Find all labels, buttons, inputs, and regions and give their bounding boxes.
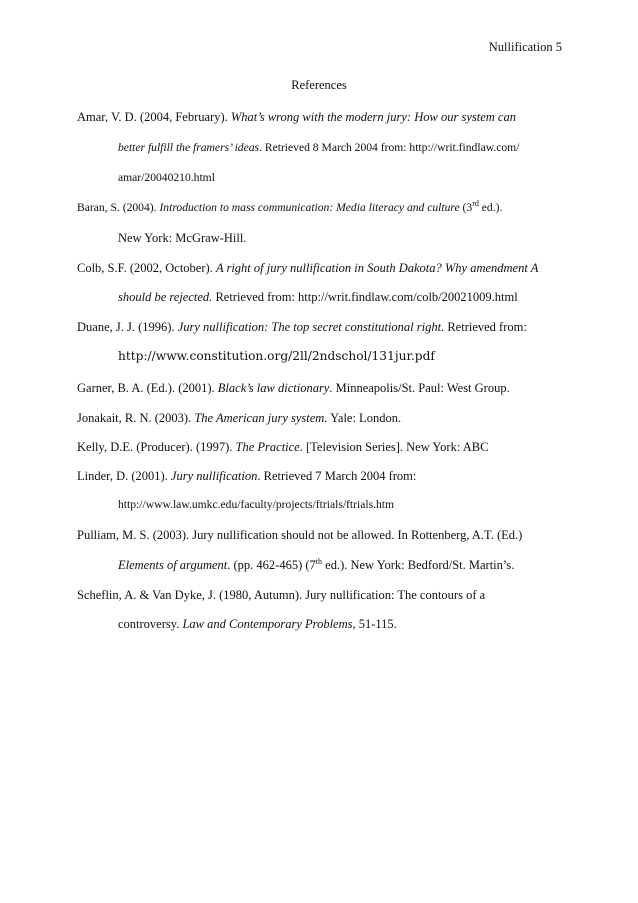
superscript: rd <box>472 199 479 208</box>
reference-text: Amar, V. D. (2004, February). <box>77 110 231 124</box>
reference-title: Introduction to mass communication: Media literacy and culture <box>159 201 460 214</box>
running-head: Nullification 5 <box>488 40 562 54</box>
reference-text: Garner, B. A. (Ed.). (2001). <box>77 381 218 395</box>
reference-baran-line-2: New York: McGraw-Hill. <box>118 231 247 245</box>
superscript: th <box>315 557 323 566</box>
reference-title: The Practice <box>235 440 300 454</box>
reference-text: Colb, S.F. (2002, October). <box>77 261 216 275</box>
reference-title: Black’s law dictionary <box>217 381 330 395</box>
reference-text: Jonakait, R. N. (2003). <box>77 411 195 425</box>
reference-pulliam-line-1: Pulliam, M. S. (2003). Jury nullification should not be allowed. In Rottenberg, A.T. (Ed.) <box>77 528 523 542</box>
reference-title: Jury nullification <box>170 469 258 483</box>
reference-text: . Retrieved 8 March 2004 from: http://writ.findlaw.com/ <box>259 141 520 154</box>
reference-text: Retrieved from: <box>444 320 527 334</box>
reference-text: . Retrieved 7 March 2004 from: <box>257 469 417 483</box>
page-title: References <box>291 78 347 92</box>
reference-kelly-line-1 <box>77 439 488 455</box>
reference-title: better fulfill the framers’ ideas <box>118 141 260 154</box>
reference-amar-line-2 <box>118 140 519 156</box>
reference-scheflin-line-1: Scheflin, A. & Van Dyke, J. (1980, Autumn). Jury nullification: The contours of a <box>77 588 486 602</box>
reference-text: Linder, D. (2001). <box>77 469 171 483</box>
reference-duane-line-2: http://www.constitution.org/2ll/2ndschol/131jur.pdf <box>118 349 435 363</box>
reference-title: The American jury system. <box>194 411 328 425</box>
reference-text: . (pp. 462-465) (7 <box>227 558 316 572</box>
reference-text: controversy. <box>118 617 183 631</box>
reference-text: . [Television Series]. New York: ABC <box>299 440 489 454</box>
reference-text: Duane, J. J. (1996). <box>77 320 178 334</box>
reference-text: Baran, S. (2004). <box>77 201 160 214</box>
reference-text: . Minneapolis/St. Paul: West Group. <box>329 381 510 395</box>
reference-colb-line-2 <box>118 289 518 305</box>
reference-title: Elements of argument <box>118 558 228 572</box>
reference-text: Yale: London. <box>327 411 402 425</box>
reference-title: What’s wrong with the modern jury: How our system can <box>230 110 516 124</box>
reference-colb-line-1 <box>77 260 538 276</box>
reference-pulliam-line-2 <box>118 557 514 573</box>
reference-duane-line-1 <box>77 319 527 335</box>
reference-text: Kelly, D.E. (Producer). (1997). <box>77 440 236 454</box>
reference-text: ed.). <box>478 201 503 214</box>
reference-linder-line-2: http://www.law.umkc.edu/faculty/projects/ftrials/ftrials.htm <box>118 498 395 511</box>
reference-garner-line-1 <box>77 380 510 396</box>
reference-amar-line-3: amar/20040210.html <box>118 171 215 184</box>
reference-title: Law and Contemporary Problems, <box>182 617 356 631</box>
reference-linder-line-1 <box>77 468 416 484</box>
reference-text: ed.). New York: Bedford/St. Martin’s. <box>322 558 515 572</box>
reference-amar-line-1 <box>77 109 516 125</box>
reference-text: Retrieved from: http://writ.findlaw.com/colb/20021009.html <box>212 290 518 304</box>
reference-title: A right of jury nullification in South Dakota? Why amendment A <box>215 261 539 275</box>
reference-scheflin-line-2 <box>118 616 397 632</box>
reference-jonakait-line-1 <box>77 410 401 426</box>
reference-title: Jury nullification: The top secret constitutional right. <box>177 320 445 334</box>
reference-text: 51-115. <box>355 617 397 631</box>
reference-baran-line-1 <box>77 200 502 216</box>
reference-title: should be rejected. <box>118 290 213 304</box>
reference-text: (3 <box>459 201 473 214</box>
